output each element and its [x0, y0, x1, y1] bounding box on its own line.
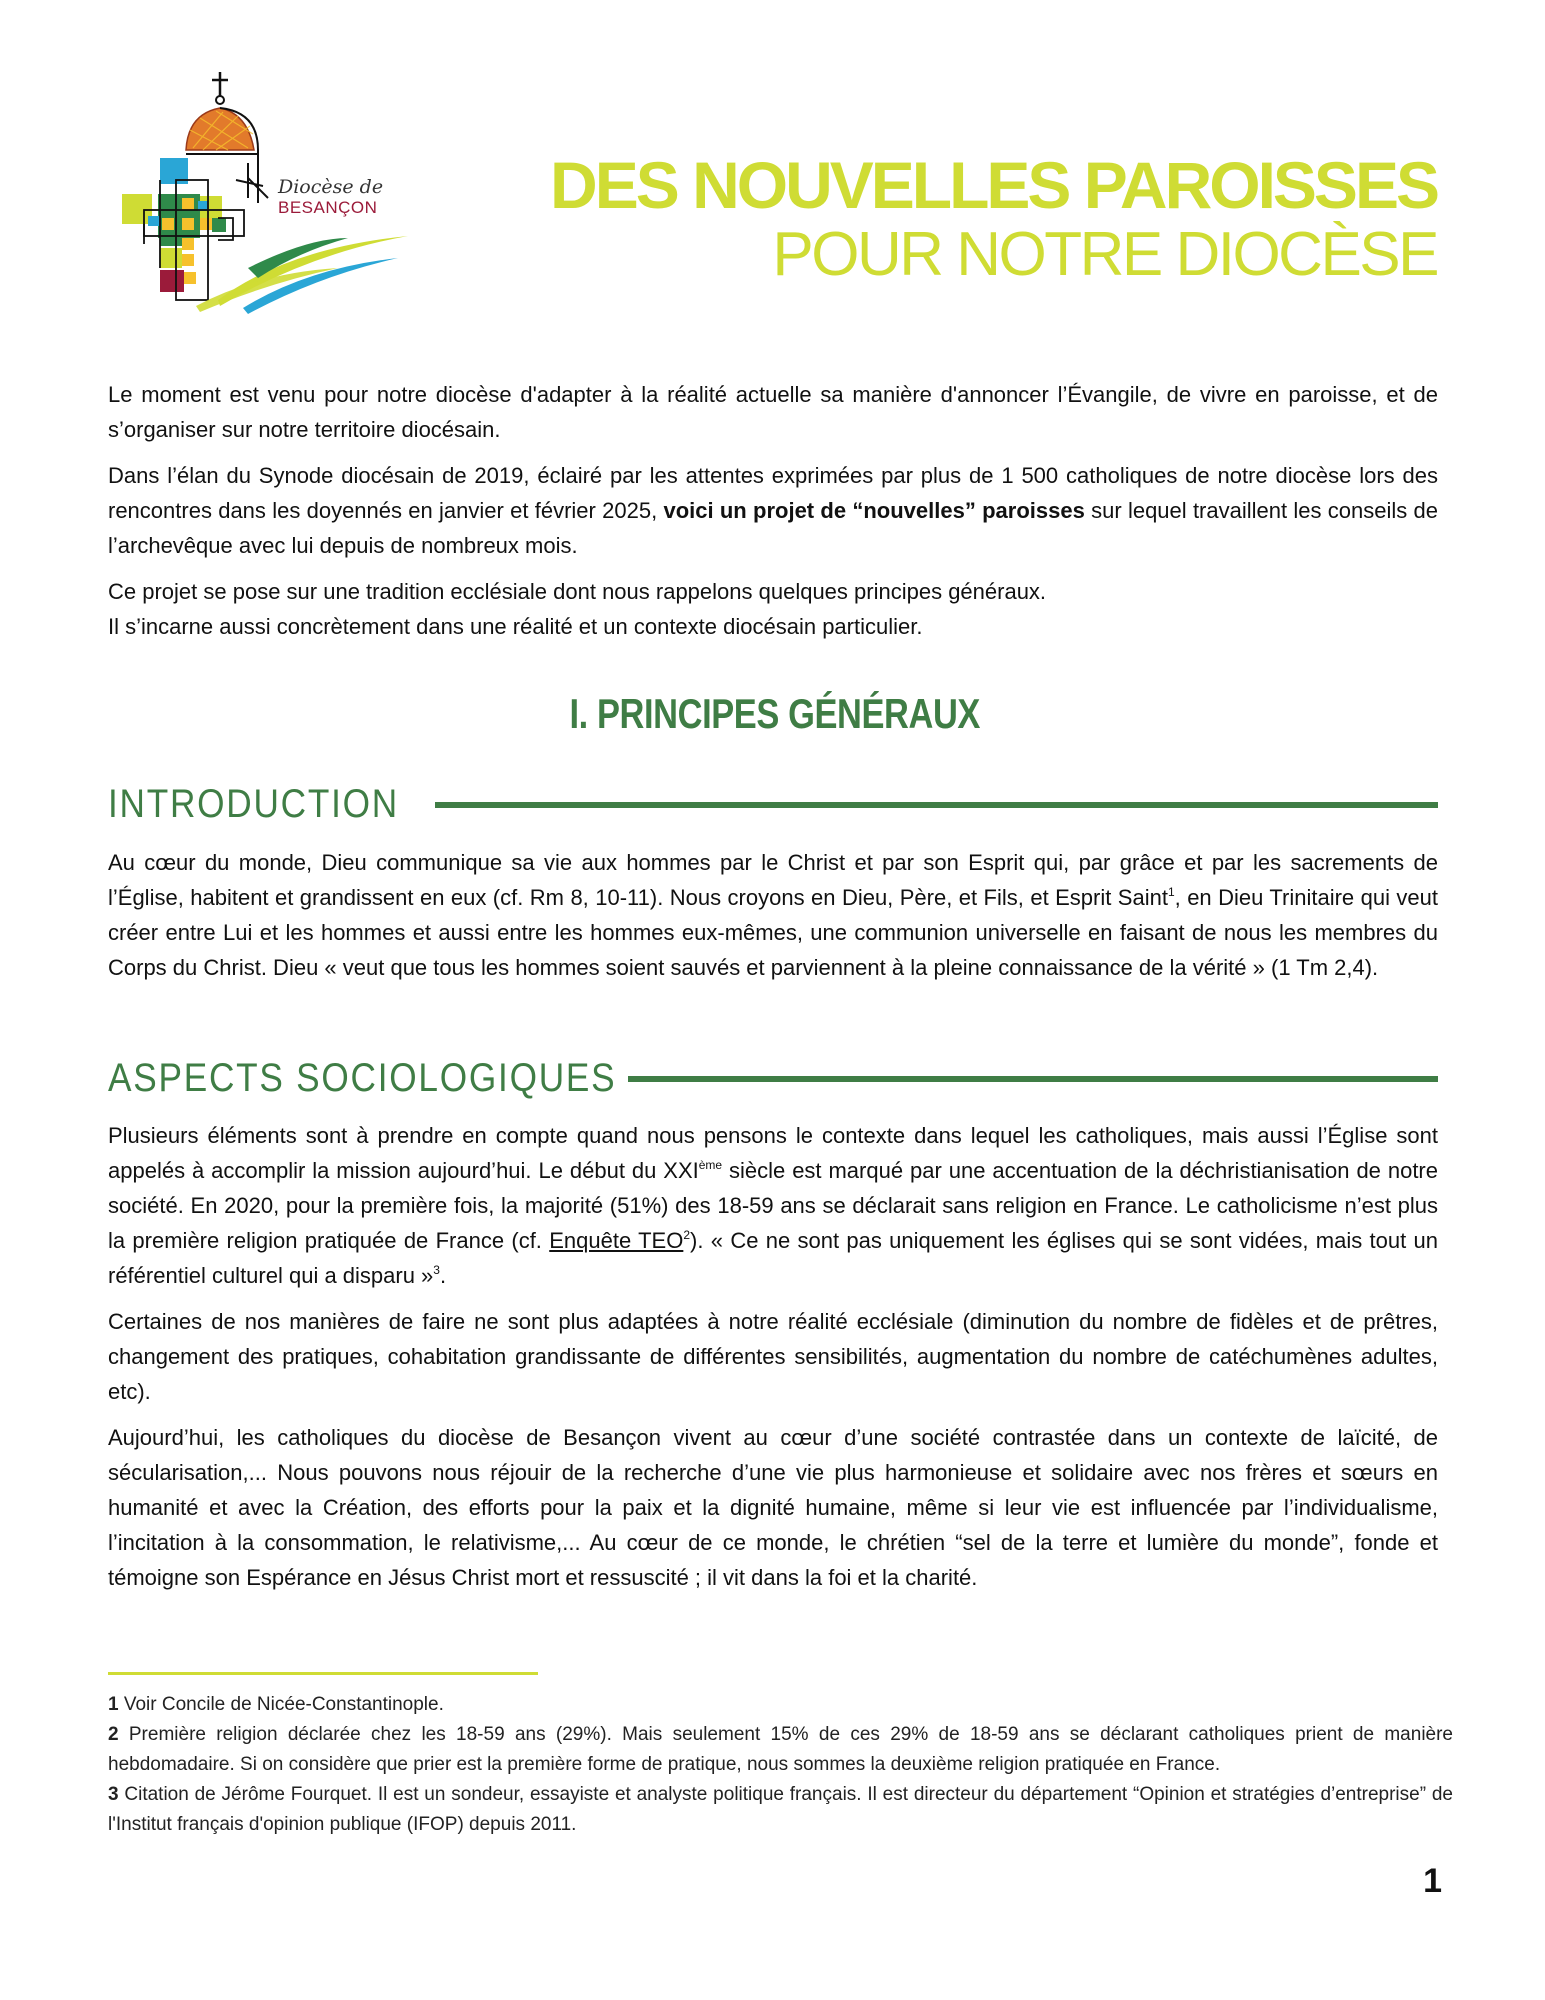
- introduction-body: [108, 845, 1438, 996]
- footnote-separator: [108, 1672, 538, 1675]
- introduction-heading-text: INTRODUCTION: [108, 782, 399, 826]
- logo-line-diocese: Diocèse de: [278, 176, 384, 198]
- sociology-paragraph-2: Certaines de nos manières de faire ne sont plus adaptées à notre réalité ecclésiale (diminution du nombre de fidèles et de prêtres, changement des pratiques, cohabitation grandissante de différentes sensibilités, augmentation du nombre de catéchumènes adultes, etc).: [108, 1309, 1438, 1404]
- introduction-text-a: Au cœur du monde, Dieu communique sa vie aux hommes par le Christ et par son Esprit qui, par grâce et par les sacrements de l’Église, habitent et grandissent en eux (cf. Rm 8, 10-11). Nous croyons en Dieu, Père, et Fils, et Esprit Saint: [108, 850, 1438, 910]
- sociology-p1-c: ). « Ce ne sont pas uniquement les églises qui se sont vidées, mais tout un référentiel culturel qui a disparu »: [108, 1228, 1438, 1288]
- intro-p3-line1: Ce projet se pose sur une tradition ecclésiale dont nous rappelons quelques principes généraux.: [108, 579, 1047, 604]
- footnote-ref-1[interactable]: 1: [1167, 885, 1175, 899]
- sociology-paragraph-1: [108, 1118, 1438, 1293]
- page-number: 1: [1423, 1862, 1442, 1900]
- footnote-ref-3[interactable]: 3: [433, 1263, 440, 1277]
- intro-paragraph-2: [108, 458, 1438, 563]
- footnotes: [108, 1690, 1453, 1840]
- intro-p3-line2: Il s’incarne aussi concrètement dans une réalité et un contexte diocésain particulier.: [108, 614, 923, 639]
- sociology-body: [108, 1118, 1438, 1606]
- intro-paragraph-3: [108, 574, 1438, 644]
- intro-paragraph-1: Le moment est venu pour notre diocèse d'adapter à la réalité actuelle sa manière d'annoncer l’Évangile, de vivre en paroisse, et de s’organiser sur notre territoire diocésain.: [108, 382, 1438, 442]
- footnote-2-text: Première religion déclarée chez les 18-59 ans (29%). Mais seulement 15% de ces 29% de 18-59 ans se déclarant catholiques prient de manière hebdomadaire. Si on considère que prier est la première forme de pratique, nous sommes la deuxième religion pratiquée en France.: [108, 1724, 1453, 1775]
- diocese-logo: [108, 68, 408, 318]
- footnote-2-number: 2: [108, 1724, 119, 1745]
- footnote-3-text: Citation de Jérôme Fourquet. Il est un sondeur, essayiste et analyste politique français. Il est directeur du département “Opinion et stratégies d’entreprise” de l'Institut français d'opinion publique (IFOP) depuis 2011.: [108, 1784, 1453, 1835]
- sociology-heading-text: ASPECTS SOCIOLOGIQUES: [108, 1056, 617, 1100]
- sociology-heading-rule: [628, 1076, 1438, 1082]
- introduction-paragraph: [108, 845, 1438, 985]
- section-title: I. PRINCIPES GÉNÉRAUX: [569, 690, 980, 737]
- footnote-2: [108, 1720, 1453, 1780]
- title-line-2: POUR NOTRE DIOCÈSE: [772, 220, 1437, 289]
- introduction-text-b: , en Dieu Trinitaire qui veut créer entre Lui et les hommes et aussi entre les hommes eux-mêmes, une communion universelle en faisant de nous les membres du Corps du Christ. Dieu « veut que tous les hommes soient sauvés et parviennent à la pleine connaissance de la vérité » (1 Tm 2,4).: [108, 885, 1438, 980]
- intro-section: [108, 377, 1438, 655]
- introduction-heading: [108, 782, 1438, 827]
- sociology-heading: [108, 1056, 1438, 1101]
- sociology-p1-a: Plusieurs éléments sont à prendre en compte quand nous pensons le contexte dans lequel les catholiques, mais aussi l’Église sont appelés à accomplir la mission aujourd’hui. Le début du XXI: [108, 1123, 1438, 1183]
- intro-p2-bold: voici un projet de “nouvelles” paroisses: [663, 498, 1085, 523]
- footnote-3: [108, 1780, 1453, 1840]
- document-title: [550, 148, 1437, 289]
- sociology-p1-d: .: [439, 1263, 447, 1288]
- sociology-paragraph-3: Aujourd’hui, les catholiques du diocèse de Besançon vivent au cœur d’une société contrastée dans un contexte de laïcité, de sécularisation,... Nous pouvons nous réjouir de la recherche d’une vie plus harmonieuse et solidaire avec nos frères et sœurs en humanité et avec la Création, des efforts pour la paix et la dignité humaine, même si leur vie est influencée par l’individualisme, l’incitation à la consommation, le relativisme,... Au cœur de ce monde, le chrétien “sel de la terre et lumière du monde”, fonde et témoigne son Espérance en Jésus Christ mort et ressuscité ; il vit dans la foi et la charité.: [108, 1425, 1438, 1590]
- footnote-1-text: Voir Concile de Nicée-Constantinople.: [118, 1694, 444, 1715]
- introduction-heading-rule: [435, 802, 1438, 808]
- intro-p2-end: sur lequel travaillent les conseils de l’archevêque avec lui depuis de nombreux mois.: [108, 498, 1438, 558]
- logo-line-besancon: BESANÇON: [278, 198, 378, 217]
- footnote-3-number: 3: [108, 1784, 119, 1805]
- footnote-1-number: 1: [108, 1694, 119, 1715]
- superscript-eme: ème: [698, 1158, 723, 1172]
- sociology-p1-b: siècle est marqué par une accentuation de la déchristianisation de notre société. En 2020, pour la première fois, la majorité (51%) des 18-59 ans se déclarait sans religion en France. Le catholicisme n’est plus la première religion pratiquée de France (cf.: [108, 1158, 1438, 1253]
- title-line-1: DES NOUVELLES PAROISSES: [550, 148, 1437, 222]
- footnote-1: [108, 1690, 1453, 1720]
- intro-p2-start: Dans l’élan du Synode diocésain de 2019, éclairé par les attentes exprimées par plus de 1 500 catholiques de notre diocèse lors des rencontres dans les doyennés en janvier et février 2025,: [108, 463, 1438, 523]
- enquete-teo-link[interactable]: Enquête TEO: [549, 1228, 684, 1253]
- footnote-ref-2[interactable]: 2: [683, 1228, 691, 1242]
